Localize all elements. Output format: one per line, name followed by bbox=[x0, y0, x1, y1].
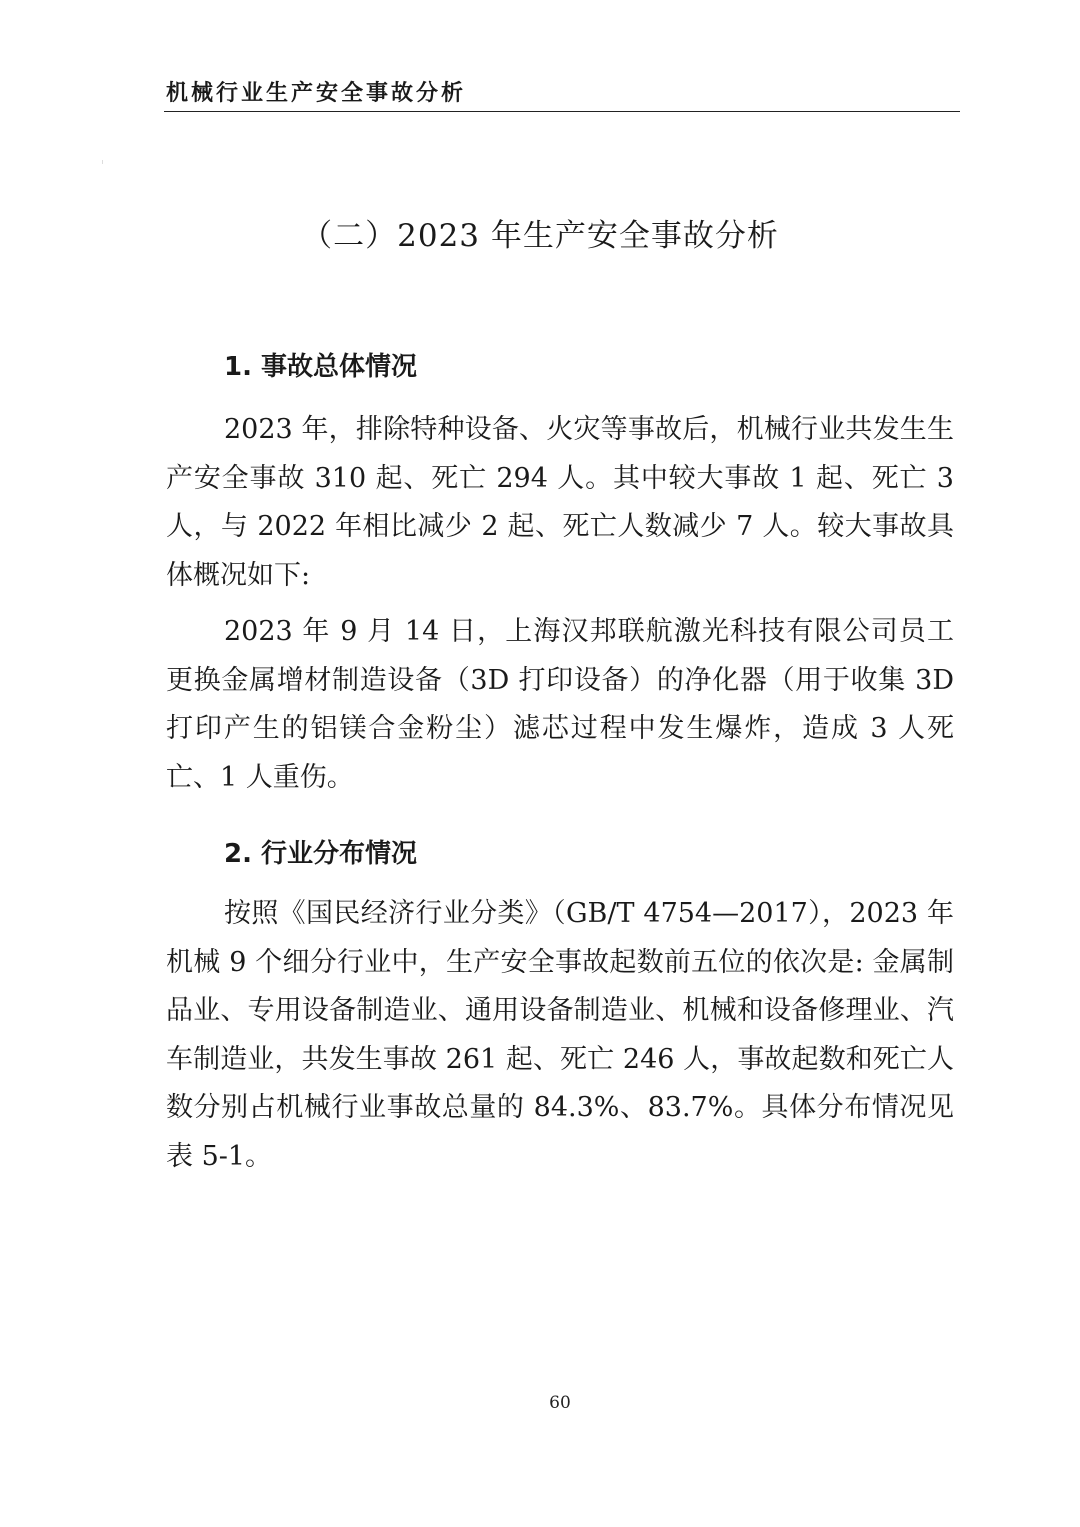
subsection-heading-2: 2. 行业分布情况 bbox=[224, 839, 418, 869]
page-number: 60 bbox=[549, 1393, 571, 1413]
running-header: 机械行业生产安全事故分析 bbox=[166, 81, 467, 106]
paragraph-major-accident: 2023 年 9 月 14 日，上海汉邦联航激光科技有限公司员工更换金属增材制造设备（3D 打印设备）的净化器（用于收集 3D 打印产生的铝镁合金粉尘）滤芯过程中发生爆炸，造成 3 人死亡、1 人重伤。 bbox=[166, 616, 954, 793]
subsection-heading-1: 1. 事故总体情况 bbox=[224, 352, 418, 382]
section-title: （二）2023 年生产安全事故分析 bbox=[301, 218, 779, 254]
margin-speck bbox=[102, 160, 103, 164]
paragraph-industry-distribution: 按照《国民经济行业分类》（GB/T 4754—2017），2023 年机械 9 个细分行业中，生产安全事故起数前五位的依次是: 金属制品业、专用设备制造业、通用设备制造业、机械和设备修理业、汽车制造业，共发生事故 261 起、死亡 246 人，事故起数和死亡人数分别占机械行业事故总量的 84.3%、83.7%。具体分布情况见表 5-1。 bbox=[166, 898, 954, 1172]
paragraph-overview: 2023 年，排除特种设备、火灾等事故后，机械行业共发生生产安全事故 310 起、死亡 294 人。其中较大事故 1 起、死亡 3 人，与 2022 年相比减少 2 起、死亡人数减少 7 人。较大事故具体概况如下: bbox=[166, 414, 954, 591]
header-rule bbox=[164, 111, 960, 112]
